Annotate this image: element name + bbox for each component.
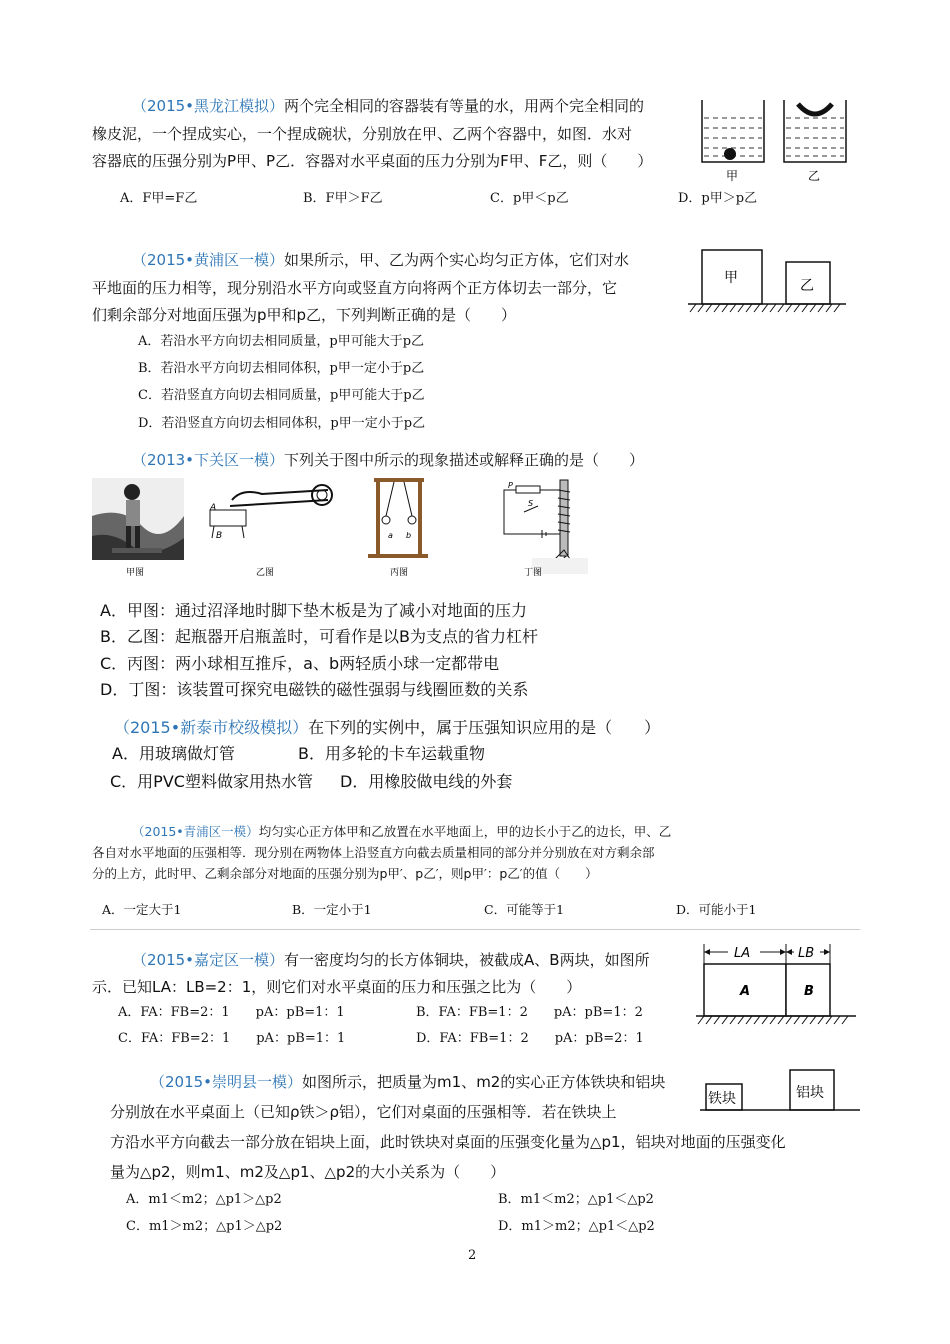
q4-line-1: （2015•新泰市校级模拟）在下列的实例中，属于压强知识应用的是（ ） xyxy=(114,718,661,737)
q7-line-1: （2015•崇明县一模）如图所示，把质量为m1、m2的实心正方体铁块和铝块 xyxy=(150,1073,666,1091)
q2-fig-label-jia: 甲 xyxy=(724,270,738,286)
q3-fig-jia xyxy=(92,478,184,578)
q3-fig-label-jia: 甲图 xyxy=(126,568,145,578)
q5-option-b: B．一定小于1 xyxy=(292,902,372,917)
q7-line-3: 方沿水平方向截去一部分放在铝块上面，此时铁块对桌面的压强变化量为△p1，铝块对地面的压强变化 xyxy=(110,1133,786,1151)
q1-option-b: B．F甲＞F乙 xyxy=(303,191,383,206)
q3-option-b: B．乙图：起瓶器开启瓶盖时，可看作是以B为支点的省力杠杆 xyxy=(100,627,538,646)
svg-text:a: a xyxy=(388,531,393,540)
q3-fig-bing xyxy=(368,478,428,578)
q6-fig-label-la: LA xyxy=(734,946,751,961)
q3-source: （2013•下关区一模） xyxy=(132,451,285,469)
q3-option-a: A．甲图：通过沼泽地时脚下垫木板是为了减小对地面的压力 xyxy=(100,601,527,620)
q2-option-a: A．若沿水平方向切去相同质量，p甲可能大于p乙 xyxy=(138,334,425,349)
q5-line-2: 各自对水平地面的压强相等．现分别在两物体上沿竖直方向截去质量相同的部分并分别放在对方剩余部 xyxy=(92,845,655,860)
q1-fig-label-jia: 甲 xyxy=(726,169,739,183)
q7-line-4: 量为△p2，则m1、m2及△p1、△p2的大小关系为（ ） xyxy=(110,1163,506,1181)
q1-option-c: C．p甲＜p乙 xyxy=(490,191,569,206)
q2-option-d: D．若沿竖直方向切去相同体积，p甲一定小于p乙 xyxy=(138,416,426,431)
q5-line-1: （2015•青浦区一模）均匀实心正方体甲和乙放置在水平地面上，甲的边长小于乙的边长，甲、乙 xyxy=(132,824,672,839)
q1-fig-label-yi: 乙 xyxy=(808,169,821,183)
q7-option-b: B．m1＜m2；△p1＜△p2 xyxy=(498,1192,654,1207)
q1-option-d: D．p甲＞p乙 xyxy=(678,191,758,206)
q1-line-1: （2015•黑龙江模拟）两个完全相同的容器装有等量的水，用两个完全相同的 xyxy=(132,97,645,115)
q6-option-a: A．FA：FB=2：1 pA：pB=1：1 xyxy=(118,1005,345,1020)
q1-option-a: A．F甲=F乙 xyxy=(120,191,198,206)
q4-option-b: B．用多轮的卡车运载重物 xyxy=(298,744,485,763)
q3-fig-label-ding: 丁图 xyxy=(524,568,543,578)
q2-line-1: （2015•黄浦区一模）如果所示，甲、乙为两个实心均匀正方体，它们对水 xyxy=(132,251,630,269)
svg-text:P: P xyxy=(508,481,513,490)
q7-option-a: A．m1＜m2；△p1＞△p2 xyxy=(126,1192,282,1207)
q3-fig-label-yi: 乙图 xyxy=(256,568,275,578)
q1-source: （2015•黑龙江模拟） xyxy=(132,97,285,115)
q5-line-3: 分的上方，此时甲、乙剩余部分对地面的压强分别为p甲′、p乙′，则p甲′：p乙′的值（ ） xyxy=(92,866,598,881)
page-number: 2 xyxy=(468,1248,477,1263)
q5-source: （2015•青浦区一模） xyxy=(132,824,259,839)
svg-text:b: b xyxy=(406,531,412,540)
q6-fig-label-b: B xyxy=(804,984,814,999)
q3-fig-label-bing: 丙图 xyxy=(390,568,409,578)
q2-fig-label-yi: 乙 xyxy=(800,278,814,294)
q1-line-3: 容器底的压强分别为P甲、P乙．容器对水平桌面的压力分别为F甲、F乙，则（ ） xyxy=(92,152,653,170)
q3-fig-ding xyxy=(504,480,588,578)
q7-source: （2015•崇明县一模） xyxy=(150,1073,303,1091)
q4-option-c: C．用PVC塑料做家用热水管 xyxy=(110,772,313,791)
q2-figure-cubes xyxy=(684,244,850,316)
q7-fig-label-aluminum: 铝块 xyxy=(796,1085,824,1101)
q3-fig-yi xyxy=(209,485,332,578)
q6-option-b: B．FA：FB=1：2 pA：pB=1：2 xyxy=(416,1005,643,1020)
q1-figure-containers xyxy=(694,94,854,186)
q2-line-2: 平地面的压力相等，现分别沿水平方向或竖直方向将两个正方体切去一部分，它 xyxy=(92,279,618,297)
q5-option-c: C．可能等于1 xyxy=(484,902,565,917)
q6-fig-label-a: A xyxy=(740,984,751,999)
q6-option-c: C．FA：FB=2：1 pA：pB=1：1 xyxy=(118,1031,346,1046)
q3-option-c: C．丙图：两小球相互推斥，a、b两轻质小球一定都带电 xyxy=(100,654,500,673)
q7-option-d: D．m1＞m2；△p1＜△p2 xyxy=(498,1219,655,1234)
q7-fig-label-iron: 铁块 xyxy=(708,1091,736,1107)
q7-option-c: C．m1＞m2；△p1＞△p2 xyxy=(126,1219,283,1234)
bowl-shape-icon xyxy=(798,104,832,114)
q2-line-3: 们剩余部分对地面压强为p甲和p乙，下列判断正确的是（ ） xyxy=(92,306,517,324)
q6-fig-label-lb: LB xyxy=(798,946,815,961)
q2-option-b: B．若沿水平方向切去相同体积，p甲一定小于p乙 xyxy=(138,361,425,376)
q2-source: （2015•黄浦区一模） xyxy=(132,251,285,269)
q6-line-2: 示．已知LA：LB=2：1，则它们对水平桌面的压力和压强之比为（ ） xyxy=(92,978,582,996)
q3-option-d: D．丁图：该装置可探究电磁铁的磁性强弱与线圈匝数的关系 xyxy=(100,680,529,699)
q4-option-d: D．用橡胶做电线的外套 xyxy=(340,772,513,791)
q3-line-1: （2013•下关区一模）下列关于图中所示的现象描述或解释正确的是（ ） xyxy=(132,451,645,469)
svg-text:B: B xyxy=(216,531,223,541)
q6-option-d: D．FA：FB=1：2 pA：pB=2：1 xyxy=(416,1031,644,1046)
q4-source: （2015•新泰市校级模拟） xyxy=(114,718,309,737)
divider xyxy=(90,929,860,930)
q7-figure-blocks xyxy=(700,1066,864,1114)
q5-option-d: D．可能小于1 xyxy=(676,902,757,917)
svg-text:A: A xyxy=(210,503,217,513)
q6-source: （2015•嘉定区一模） xyxy=(132,951,285,969)
q4-option-a: A．用玻璃做灯管 xyxy=(112,744,235,763)
q6-line-1: （2015•嘉定区一模）有一密度均匀的长方体铜块，被截成A、B两块，如图所 xyxy=(132,951,650,969)
q5-option-a: A．一定大于1 xyxy=(102,902,182,917)
q6-figure-blocks xyxy=(694,940,860,1028)
q1-line-2: 橡皮泥，一个捏成实心，一个捏成碗状，分别放在甲、乙两个容器中，如图．水对 xyxy=(92,125,633,143)
q3-figures xyxy=(92,476,590,580)
q7-line-2: 分别放在水平桌面上（已知ρ铁＞ρ铝），它们对桌面的压强相等．若在铁块上 xyxy=(110,1103,617,1121)
solid-ball-icon xyxy=(724,148,736,160)
svg-text:S: S xyxy=(528,499,534,508)
q2-option-c: C．若沿竖直方向切去相同质量，p甲可能大于p乙 xyxy=(138,388,425,403)
